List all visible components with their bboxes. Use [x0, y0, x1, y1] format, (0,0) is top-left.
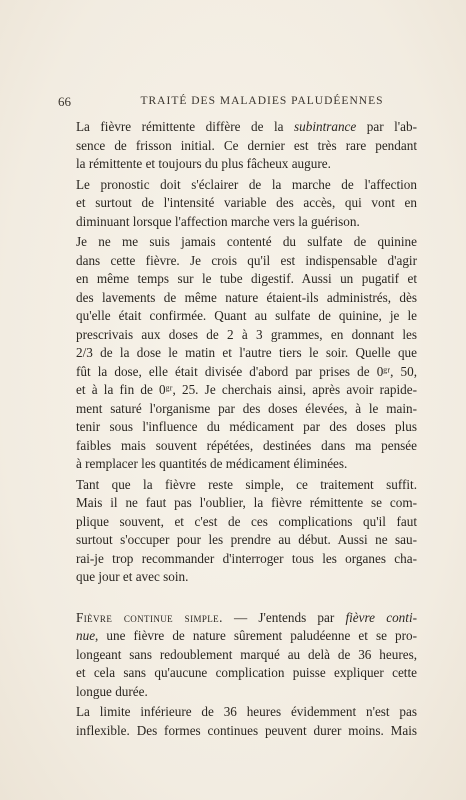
text-line: fût la dose, elle était divisée d'abord par prises de 0ᵍʳ, 50,: [76, 363, 417, 379]
text-line: inflexible. Des formes continues peuvent durer moins. Mais: [76, 722, 417, 738]
text-line: 2/3 de la dose le matin et l'autre tiers le soir. Quelle que: [76, 345, 417, 360]
italic-term: subintrance: [294, 119, 357, 134]
text-line: nue, une fièvre de nature sûrement paludéenne et se pro-: [76, 628, 417, 643]
paragraph: [59, 476, 417, 587]
text-line: tenir sous l'influence du médicament par des doses plus: [76, 419, 417, 434]
text-line: dans cette fièvre. Je crois qu'il est indispensable d'agir: [76, 252, 417, 268]
text-line: Je ne me suis jamais contenté du sulfate de quinine: [76, 234, 417, 249]
page-header: [58, 94, 410, 110]
page-number: 66: [58, 94, 71, 109]
text-line: en même temps sur le tube digestif. Aussi un pugatif et: [76, 271, 417, 286]
paragraph: [59, 233, 417, 474]
text-line: longeant sans redoublement marqué au delà de 36 heures,: [76, 646, 417, 662]
text-line: à remplacer les quantités de médicament éliminées.: [76, 456, 348, 471]
text-line: rai-je trop recommander d'interroger tous les organes cha-: [76, 550, 417, 566]
paragraph: [59, 176, 417, 232]
italic-term: fièvre conti-: [345, 609, 417, 625]
text-line: La fièvre rémittente diffère de la subintrance par l'ab-: [76, 119, 418, 134]
text-line: faibles mais souvent répétées, destinées dans ma pensée: [76, 437, 417, 453]
text-line: et à la fin de 0ᵍʳ, 25. Je cherchais ainsi, après avoir rapide-: [76, 382, 417, 397]
text-line: Mais il ne faut pas l'oublier, la fièvre rémittente se com-: [76, 495, 417, 510]
text-line: prescrivais aux doses de 2 à 3 grammes, en donnant les: [76, 326, 417, 342]
section-heading: Fièvre continue simple.: [76, 609, 223, 625]
paragraph: [59, 118, 417, 174]
paragraph: [59, 703, 417, 740]
text-line: surtout s'occuper pour les prendre au début. Aussi ne sau-: [76, 532, 417, 547]
section-paragraph: [59, 609, 417, 702]
text-line: et cela sans qu'aucune complication puisse expliquer cette: [76, 665, 417, 680]
text-line: Fièvre continue simple. — J'entends par fièvre conti-: [76, 609, 417, 625]
running-head: TRAITÉ DES MALADIES PALUDÉENNES: [140, 95, 384, 107]
text-line: ment saturé l'organisme par des doses élevées, à le main-: [76, 400, 417, 416]
text-line: que jour et avec soin.: [76, 569, 189, 584]
section-gap: [59, 589, 417, 609]
text-line: qu'elle était confirmée. Quant au sulfate de quinine, je le: [76, 308, 417, 323]
text-line: plique souvent, et c'est de ces complications qu'il faut: [76, 513, 417, 529]
text-line: des lavements de même nature étaient-ils administrés, dès: [76, 289, 417, 305]
text-line: diminuant lorsque l'affection marche vers la guérison.: [76, 213, 360, 229]
text-line: longue durée.: [76, 683, 148, 699]
text-line: Le pronostic doit s'éclairer de la marche de l'affection: [76, 176, 417, 192]
text-line: sence de frisson initial. Ce dernier est très rare pendant: [76, 137, 417, 153]
text-line: La limite inférieure de 36 heures évidemment n'est pas: [76, 704, 417, 719]
text-line: et surtout de l'intensité variable des accès, qui vont en: [76, 195, 417, 210]
text-line: Tant que la fièvre reste simple, ce traitement suffit.: [76, 476, 417, 492]
text-line: la rémittente et toujours du plus fâcheux augure.: [76, 156, 331, 171]
body-text: [59, 118, 417, 742]
italic-term: nue: [76, 628, 96, 643]
